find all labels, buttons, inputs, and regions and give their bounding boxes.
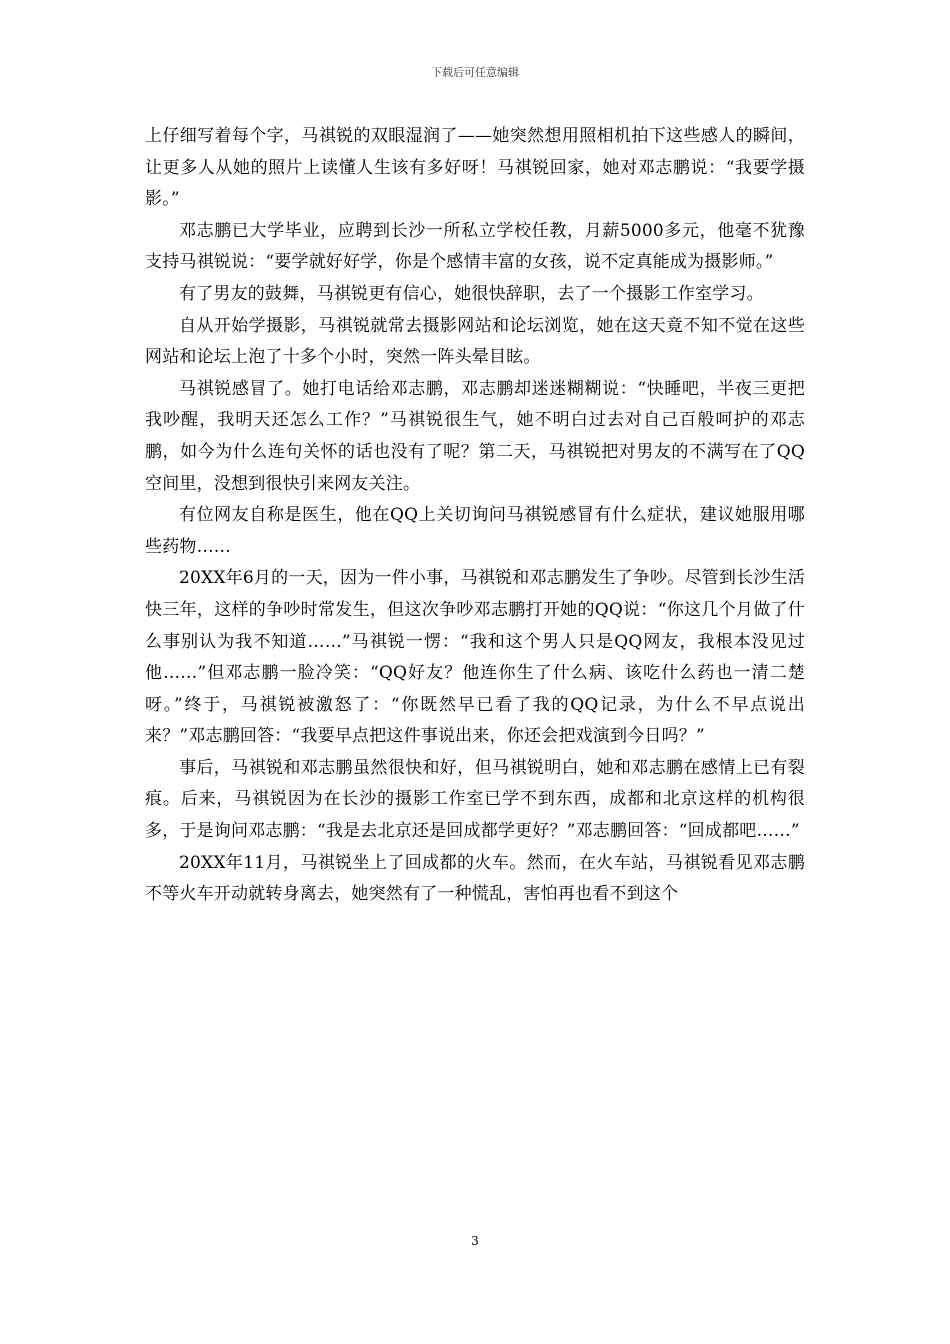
- document-body: [145, 121, 805, 911]
- paragraph: 事后，马祺锐和邓志鹏虽然很快和好，但马祺锐明白，她和邓志鹏在感情上已有裂痕。后来，马祺锐因为在长沙的摄影工作室已学不到东西，成都和北京这样的机构很多，于是询问邓志鹏：“我是去北京还是回成都学更好？”邓志鹏回答：“回成都吧……”: [145, 757, 805, 842]
- paragraph: 有位网友自称是医生，他在QQ上关切询问马祺锐感冒有什么症状，建议她服用哪些药物……: [145, 505, 805, 557]
- paragraph: 邓志鹏已大学毕业，应聘到长沙一所私立学校任教，月薪5000多元，他毫不犹豫支持马祺锐说：“要学就好好学，你是个感情丰富的女孩，说不定真能成为摄影师。”: [145, 220, 805, 273]
- paragraph: 上仔细写着每个字，马祺锐的双眼湿润了——她突然想用照相机拍下这些感人的瞬间，让更多人从她的照片上读懂人生该有多好呀！马祺锐回家，她对邓志鹏说：“我要学摄影。”: [145, 126, 805, 210]
- paragraph: 20XX年6月的一天，因为一件小事，马祺锐和邓志鹏发生了争吵。尽管到长沙生活快三年，这样的争吵时常发生，但这次争吵邓志鹏打开她的QQ说：“你这几个月做了什么事别认为我不知道……”马祺锐一愣：“我和这个男人只是QQ网友，我根本没见过他……”但邓志鹏一脸冷笑：“QQ好友？他连你生了什么病、该吃什么药也一清二楚呀。”终于，马祺锐被激怒了：“你既然早已看了我的QQ记录，为什么不早点说出来？”邓志鹏回答：“我要早点把这件事说出来，你还会把戏演到今日吗？”: [145, 568, 805, 747]
- paragraph: 自从开始学摄影，马祺锐就常去摄影网站和论坛浏览，她在这天竟不知不觉在这些网站和论坛上泡了十多个小时，突然一阵头晕目眩。: [145, 315, 805, 368]
- paragraph: 有了男友的鼓舞，马祺锐更有信心，她很快辞职，去了一个摄影工作室学习。: [179, 283, 764, 304]
- paragraph: 马祺锐感冒了。她打电话给邓志鹏，邓志鹏却迷迷糊糊说：“快睡吧，半夜三更把我吵醒，我明天还怎么工作？”马祺锐很生气，她不明白过去对自己百般呵护的邓志鹏，如今为什么连句关怀的话也没有了呢？第二天，马祺锐把对男友的不满写在了QQ空间里，没想到很快引来网友关注。: [145, 378, 805, 494]
- page-number: 3: [471, 1234, 479, 1248]
- page-header: 下载后可任意编辑: [431, 66, 519, 79]
- paragraph: 20XX年11月，马祺锐坐上了回成都的火车。然而，在火车站，马祺锐看见邓志鹏不等火车开动就转身离去，她突然有了一种慌乱，害怕再也看不到这个: [145, 852, 805, 905]
